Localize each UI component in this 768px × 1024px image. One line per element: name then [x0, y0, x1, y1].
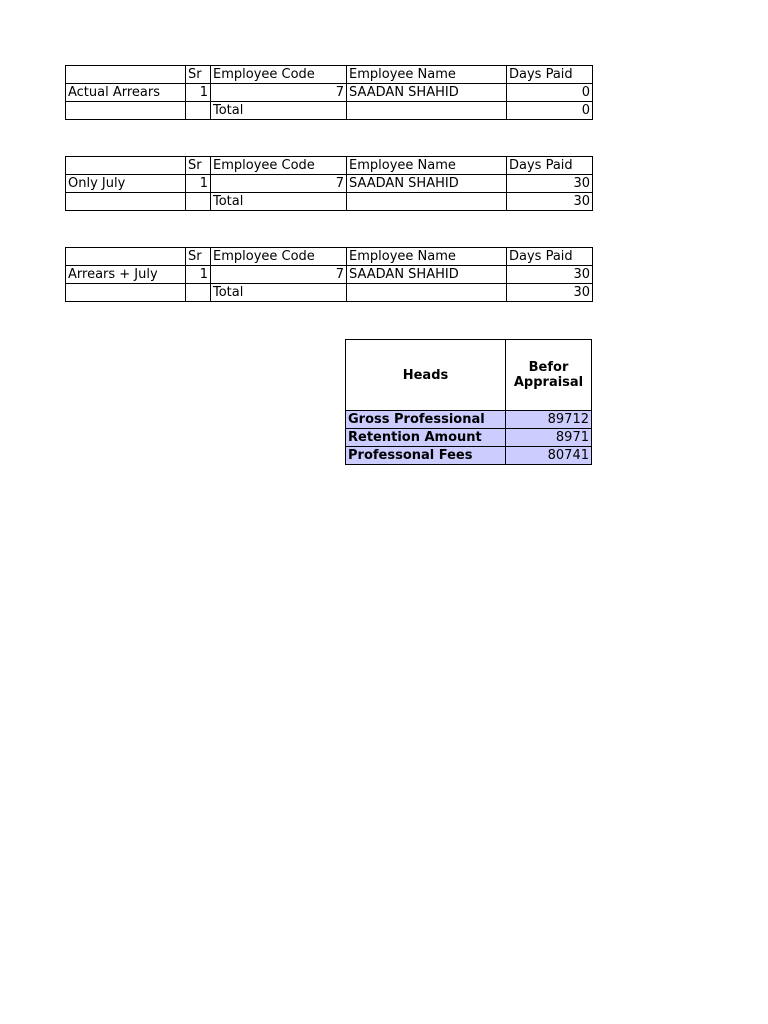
- total-row: [66, 102, 593, 120]
- empty-cell: [66, 193, 186, 211]
- row-days-paid: 30: [507, 266, 593, 284]
- table-row: [66, 84, 593, 102]
- only-july-table: [65, 156, 593, 211]
- row-sr: 1: [186, 175, 211, 193]
- row-label: Only July: [66, 175, 186, 193]
- summary-head: Professonal Fees: [346, 447, 506, 465]
- total-days-paid: 30: [507, 193, 593, 211]
- empty-cell: [347, 193, 507, 211]
- column-label-line2: Appraisal: [513, 375, 584, 390]
- header-sr: Sr: [186, 66, 211, 84]
- befor-appraisal-header: [506, 340, 592, 411]
- summary-value: 89712: [506, 411, 592, 429]
- header-employee-code: Employee Code: [211, 248, 347, 266]
- summary-row: [346, 411, 592, 429]
- total-row: [66, 284, 593, 302]
- row-sr: 1: [186, 84, 211, 102]
- summary-value: 80741: [506, 447, 592, 465]
- table-header-row: [66, 66, 593, 84]
- row-label: Actual Arrears: [66, 84, 186, 102]
- table-row: [66, 175, 593, 193]
- header-sr: Sr: [186, 157, 211, 175]
- row-employee-code: 7: [211, 266, 347, 284]
- header-employee-name: Employee Name: [347, 157, 507, 175]
- row-employee-code: 7: [211, 175, 347, 193]
- summary-head: Gross Professional: [346, 411, 506, 429]
- appraisal-summary-table: [345, 339, 592, 465]
- row-days-paid: 30: [507, 175, 593, 193]
- summary-value: 8971: [506, 429, 592, 447]
- summary-header-row: [346, 340, 592, 411]
- row-employee-name: SAADAN SHAHID: [347, 266, 507, 284]
- row-days-paid: 0: [507, 84, 593, 102]
- column-label-line1: Befor: [528, 360, 569, 375]
- row-employee-name: SAADAN SHAHID: [347, 84, 507, 102]
- header-employee-code: Employee Code: [211, 157, 347, 175]
- total-days-paid: 30: [507, 284, 593, 302]
- empty-cell: [66, 284, 186, 302]
- table-header-row: [66, 157, 593, 175]
- summary-head: Retention Amount: [346, 429, 506, 447]
- row-label: Arrears + July: [66, 266, 186, 284]
- empty-cell: [66, 102, 186, 120]
- total-label: Total: [211, 102, 347, 120]
- header-employee-name: Employee Name: [347, 248, 507, 266]
- empty-cell: [347, 284, 507, 302]
- total-days-paid: 0: [507, 102, 593, 120]
- empty-cell: [186, 193, 211, 211]
- row-employee-name: SAADAN SHAHID: [347, 175, 507, 193]
- header-blank-cell: [66, 248, 186, 266]
- empty-cell: [186, 284, 211, 302]
- summary-row: [346, 447, 592, 465]
- summary-row: [346, 429, 592, 447]
- header-blank-cell: [66, 157, 186, 175]
- empty-cell: [347, 102, 507, 120]
- total-label: Total: [211, 193, 347, 211]
- row-employee-code: 7: [211, 84, 347, 102]
- header-employee-code: Employee Code: [211, 66, 347, 84]
- actual-arrears-table: [65, 65, 593, 120]
- header-days-paid: Days Paid: [507, 248, 593, 266]
- heads-header: Heads: [346, 340, 506, 411]
- table-row: [66, 266, 593, 284]
- header-blank-cell: [66, 66, 186, 84]
- header-days-paid: Days Paid: [507, 66, 593, 84]
- empty-cell: [186, 102, 211, 120]
- header-sr: Sr: [186, 248, 211, 266]
- total-label: Total: [211, 284, 347, 302]
- row-sr: 1: [186, 266, 211, 284]
- header-days-paid: Days Paid: [507, 157, 593, 175]
- arrears-plus-july-table: [65, 247, 593, 302]
- table-header-row: [66, 248, 593, 266]
- header-employee-name: Employee Name: [347, 66, 507, 84]
- total-row: [66, 193, 593, 211]
